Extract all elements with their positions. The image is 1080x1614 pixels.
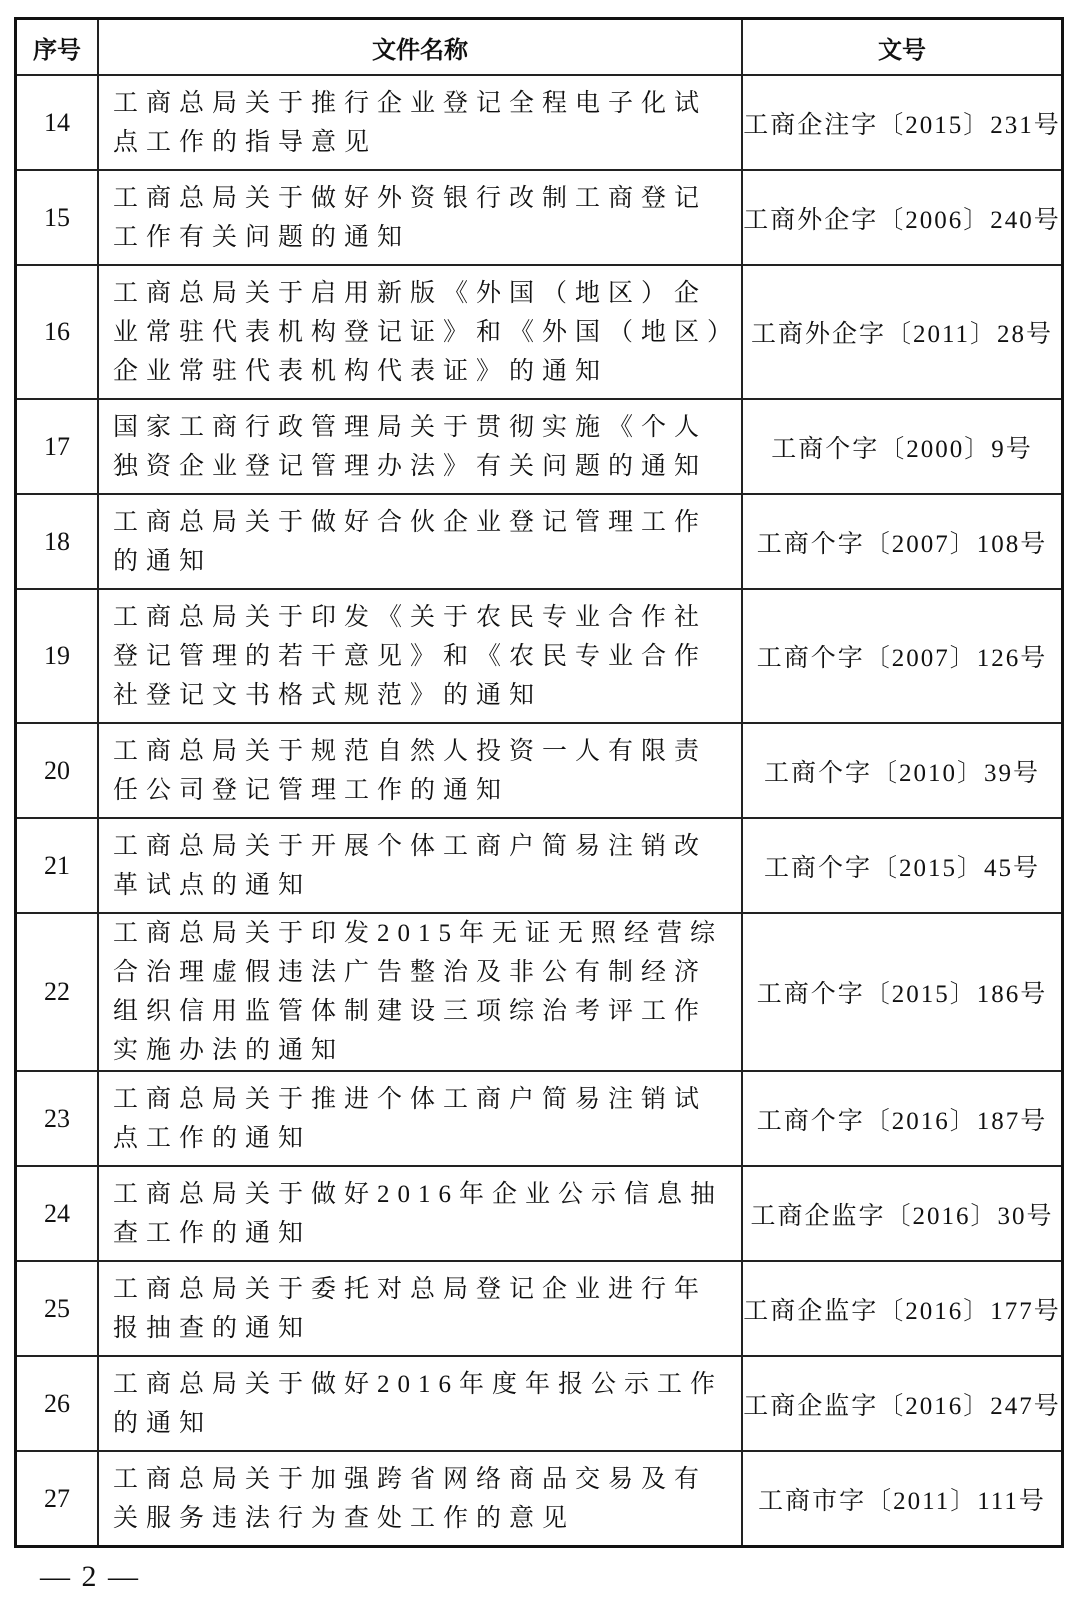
table-row xyxy=(16,399,1063,494)
row-document-number: 工商个字〔2015〕186号 xyxy=(742,913,1063,1071)
table-row xyxy=(16,1261,1063,1356)
table-row xyxy=(16,1166,1063,1261)
page-number: — 2 — xyxy=(40,1560,140,1593)
row-document-number: 工商外企字〔2006〕240号 xyxy=(742,170,1063,265)
table-row xyxy=(16,1451,1063,1547)
row-document-number: 工商个字〔2000〕9号 xyxy=(742,399,1063,494)
row-document-number: 工商企注字〔2015〕231号 xyxy=(742,75,1063,170)
row-document-name: 工商总局关于委托对总局登记企业进行年报抽查的通知 xyxy=(98,1261,742,1356)
row-document-number: 工商个字〔2007〕126号 xyxy=(742,589,1063,723)
row-document-name: 工商总局关于启用新版《外国（地区）企业常驻代表机构登记证》和《外国（地区）企业常驻代表机构代表证》的通知 xyxy=(98,265,742,399)
row-serial: 20 xyxy=(16,723,99,818)
row-document-name: 工商总局关于做好外资银行改制工商登记工作有关问题的通知 xyxy=(98,170,742,265)
row-document-name: 工商总局关于开展个体工商户简易注销改革试点的通知 xyxy=(98,818,742,913)
row-document-name: 工商总局关于印发《关于农民专业合作社登记管理的若干意见》和《农民专业合作社登记文书格式规范》的通知 xyxy=(98,589,742,723)
row-serial: 21 xyxy=(16,818,99,913)
row-serial: 26 xyxy=(16,1356,99,1451)
row-serial: 18 xyxy=(16,494,99,589)
row-serial: 22 xyxy=(16,913,99,1071)
table-row xyxy=(16,1356,1063,1451)
row-document-name: 工商总局关于推进个体工商户简易注销试点工作的通知 xyxy=(98,1071,742,1166)
table-row xyxy=(16,913,1063,1071)
table-header-row xyxy=(16,19,1063,76)
row-document-number: 工商市字〔2011〕111号 xyxy=(742,1451,1063,1547)
row-document-number: 工商个字〔2016〕187号 xyxy=(742,1071,1063,1166)
row-serial: 17 xyxy=(16,399,99,494)
row-serial: 15 xyxy=(16,170,99,265)
row-document-number: 工商个字〔2015〕45号 xyxy=(742,818,1063,913)
table-row xyxy=(16,818,1063,913)
row-document-name: 工商总局关于加强跨省网络商品交易及有关服务违法行为查处工作的意见 xyxy=(98,1451,742,1547)
row-serial: 19 xyxy=(16,589,99,723)
row-serial: 24 xyxy=(16,1166,99,1261)
row-document-name: 工商总局关于规范自然人投资一人有限责任公司登记管理工作的通知 xyxy=(98,723,742,818)
document-table xyxy=(14,17,1064,1548)
table-row xyxy=(16,265,1063,399)
row-document-name: 工商总局关于做好2016年度年报公示工作的通知 xyxy=(98,1356,742,1451)
header-document-number: 文号 xyxy=(742,19,1063,76)
table-row xyxy=(16,170,1063,265)
row-document-number: 工商企监字〔2016〕247号 xyxy=(742,1356,1063,1451)
table-row xyxy=(16,494,1063,589)
row-document-number: 工商企监字〔2016〕177号 xyxy=(742,1261,1063,1356)
row-document-number: 工商个字〔2007〕108号 xyxy=(742,494,1063,589)
row-serial: 14 xyxy=(16,75,99,170)
row-serial: 25 xyxy=(16,1261,99,1356)
row-document-name: 工商总局关于印发2015年无证无照经营综合治理虚假违法广告整治及非公有制经济组织信用监管体制建设三项综治考评工作实施办法的通知 xyxy=(98,913,742,1071)
row-document-number: 工商个字〔2010〕39号 xyxy=(742,723,1063,818)
row-document-name: 工商总局关于做好合伙企业登记管理工作的通知 xyxy=(98,494,742,589)
row-serial: 23 xyxy=(16,1071,99,1166)
table-row xyxy=(16,75,1063,170)
table-row xyxy=(16,723,1063,818)
row-serial: 27 xyxy=(16,1451,99,1547)
table-row xyxy=(16,589,1063,723)
row-document-number: 工商外企字〔2011〕28号 xyxy=(742,265,1063,399)
row-document-name: 工商总局关于推行企业登记全程电子化试点工作的指导意见 xyxy=(98,75,742,170)
header-serial: 序号 xyxy=(16,19,99,76)
row-document-number: 工商企监字〔2016〕30号 xyxy=(742,1166,1063,1261)
row-document-name: 工商总局关于做好2016年企业公示信息抽查工作的通知 xyxy=(98,1166,742,1261)
row-document-name: 国家工商行政管理局关于贯彻实施《个人独资企业登记管理办法》有关问题的通知 xyxy=(98,399,742,494)
row-serial: 16 xyxy=(16,265,99,399)
header-document-name: 文件名称 xyxy=(98,19,742,76)
table-row xyxy=(16,1071,1063,1166)
